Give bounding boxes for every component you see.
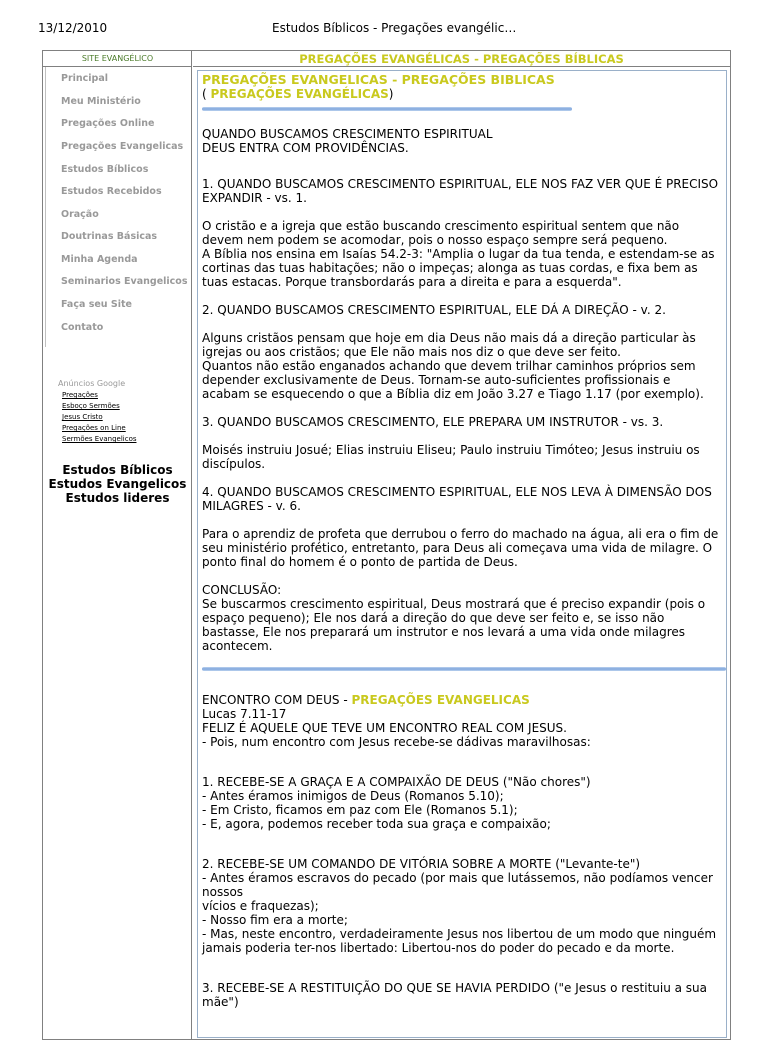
sidebar-nav (45, 67, 189, 347)
nav-item-estudos-recebidos[interactable]: Estudos Recebidos (61, 186, 162, 197)
content-subheading (202, 87, 722, 101)
sidebar (43, 51, 192, 1039)
sermon1-point4: 4. QUANDO BUSCAMOS CRESCIMENTO ESPIRITUAL, ELE NOS LEVA À DIMENSÃO DOS MILAGRES - v. 6. (202, 485, 712, 513)
google-ads (58, 379, 183, 445)
sermon1-title: QUANDO BUSCAMOS CRESCIMENTO ESPIRITUAL DEUS ENTRA COM PROVIDÊNCIAS. (202, 127, 493, 155)
nav-item-pregacoes-evangelicas[interactable]: Pregações Evangelicas (61, 141, 184, 152)
print-header (0, 0, 768, 40)
ad-link-esboco-sermoes[interactable]: Esboço Sermões (62, 402, 120, 410)
sermon1-text4: Para o aprendiz de profeta que derrubou o ferro do machado na água, ali era o fim de seu ministério profético, entretanto, para Deus ali começava uma vida de milagre. O ponto final do homem é o ponto de partida de Deus. (202, 527, 719, 569)
sermon1-text3: Moisés instruiu Josué; Elias instruiu Eliseu; Paulo instruiu Timóteo; Jesus instruiu os discípulos. (202, 443, 700, 471)
sub-close: ) (388, 87, 394, 101)
ad-link-pregacoes-on-line[interactable]: Pregações on Line (62, 424, 126, 432)
sermon1-text1: O cristão e a igreja que estão buscando crescimento espiritual sentem que não devem nem podem se acomodar, pois o nosso espaço sempre será pequeno. A Bíblia nos ensina em Isaías 54.2-3: "Amplia o lugar da tua tenda, e estendam-se as cortinas das tuas habitações; não o impeças; alonga as tuas cordas, e fixa bem as tuas estacas. Porque transbordarás para a direita e para a esquerda". (202, 219, 715, 289)
nav-item-oracao[interactable]: Oração (61, 209, 99, 220)
study-link-biblicos[interactable]: Estudos Bíblicos (62, 463, 173, 477)
sermon2-point1: 1. RECEBE-SE A GRAÇA E A COMPAIXÃO DE DEUS ("Não chores") - Antes éramos inimigos de Deus (Romanos 5.10); - Em Cristo, ficamos em paz com Ele (Romanos 5.1); - E, agora, podemos receber toda sua graça e compaixão; (202, 775, 591, 831)
sub-open: ( (202, 87, 211, 101)
nav-item-contato[interactable]: Contato (61, 322, 104, 333)
print-title: Estudos Bíblicos - Pregações evangélic… (272, 21, 517, 35)
sermon2-intro: Lucas 7.11-17 FELIZ É AQUELE QUE TEVE UM ENCONTRO REAL COM JESUS. - Pois, num encontro com Jesus recebe-se dádivas maravilhosas: (202, 707, 591, 749)
nav-item-principal[interactable]: Principal (61, 73, 109, 84)
sermon2-title-link[interactable]: PREGAÇÕES EVANGELICAS (351, 693, 530, 707)
ad-link-sermoes-evangelicos[interactable]: Sermões Evangelicos (62, 435, 137, 443)
separator (202, 107, 572, 111)
sub-link[interactable]: PREGAÇÕES EVANGÉLICAS (210, 87, 389, 101)
study-link-evangelicos[interactable]: Estudos Evangelicos (48, 477, 187, 491)
nav-item-estudos-biblicos[interactable]: Estudos Bíblicos (61, 164, 149, 175)
study-link-lideres[interactable]: Estudos lideres (65, 491, 170, 505)
sermon2-title-text: ENCONTRO COM DEUS - (202, 693, 352, 707)
nav-item-meu-ministerio[interactable]: Meu Ministério (61, 96, 141, 107)
sermon1-text2: Alguns cristãos pensam que hoje em dia Deus não mais dá a direção particular às igrejas ou aos cristãos; que Ele não mais nos diz o que deve ser feito. Quantos não estão enganados achando que devem trilhar caminhos próprios sem depender exclusivamente de Deus. Tornam-se auto-suficientes profissionais e acabam se esquecendo o que a Bíblia diz em João 3.27 e Tiago 1.17 (por exemplo). (202, 331, 704, 401)
site-label: SITE EVANGÉLICO (43, 51, 192, 67)
sermon1-point1: 1. QUANDO BUSCAMOS CRESCIMENTO ESPIRITUAL, ELE NOS FAZ VER QUE É PRECISO EXPANDIR - vs. 1. (202, 177, 719, 205)
sermon2-title (202, 693, 722, 707)
header-bar: PREGAÇÕES EVANGÉLICAS - PREGAÇÕES BÍBLICAS (193, 51, 730, 67)
sermon1-conclusion: CONCLUSÃO: Se buscarmos crescimento espiritual, Deus mostrará que é preciso expandir (pois o espaço pequeno); Ele nos dará a direção do que deve ser feito e, se isso não bastasse, Ele nos preparará um instrutor e nos levará a uma vida onde milagres acontecem. (202, 583, 706, 653)
nav-item-doutrinas-basicas[interactable]: Doutrinas Básicas (61, 231, 158, 242)
sermon1-point3: 3. QUANDO BUSCAMOS CRESCIMENTO, ELE PREPARA UM INSTRUTOR - vs. 3. (202, 415, 664, 429)
content-heading: PREGAÇÕES EVANGELICAS - PREGAÇÕES BIBLICAS (202, 72, 555, 87)
content-area (197, 70, 727, 1038)
sermon2-point3: 3. RECEBE-SE A RESTITUIÇÃO DO QUE SE HAVIA PERDIDO ("e Jesus o restituiu a sua mãe") (202, 981, 708, 1009)
separator (202, 667, 726, 671)
print-date: 13/12/2010 (38, 21, 108, 35)
studies-links (43, 463, 192, 505)
ad-link-pregacoes[interactable]: Pregações (62, 391, 98, 399)
ad-link-jesus-cristo[interactable]: Jesus Cristo (62, 413, 103, 421)
page-frame (42, 50, 731, 1040)
nav-item-seminarios-evangelicos[interactable]: Seminarios Evangelicos (61, 276, 188, 287)
sermon1-point2: 2. QUANDO BUSCAMOS CRESCIMENTO ESPIRITUAL, ELE DÁ A DIREÇÃO - v. 2. (202, 303, 666, 317)
nav-item-faca-seu-site[interactable]: Faça seu Site (61, 299, 132, 310)
nav-item-minha-agenda[interactable]: Minha Agenda (61, 254, 138, 265)
ads-label: Anúncios Google (58, 379, 126, 388)
sermon2-point2: 2. RECEBE-SE UM COMANDO DE VITÓRIA SOBRE A MORTE ("Levante-te") - Antes éramos escravos do pecado (por mais que lutássemos, não podíamos vencer nossos vícios e fraquezas); - Nosso fim era a morte; - Mas, neste encontro, verdadeiramente Jesus nos libertou de um modo que ninguém jamais poderia ter-nos libertado: Libertou-nos do poder do pecado e da morte. (202, 857, 717, 955)
nav-item-pregacoes-online[interactable]: Pregações Online (61, 118, 155, 129)
